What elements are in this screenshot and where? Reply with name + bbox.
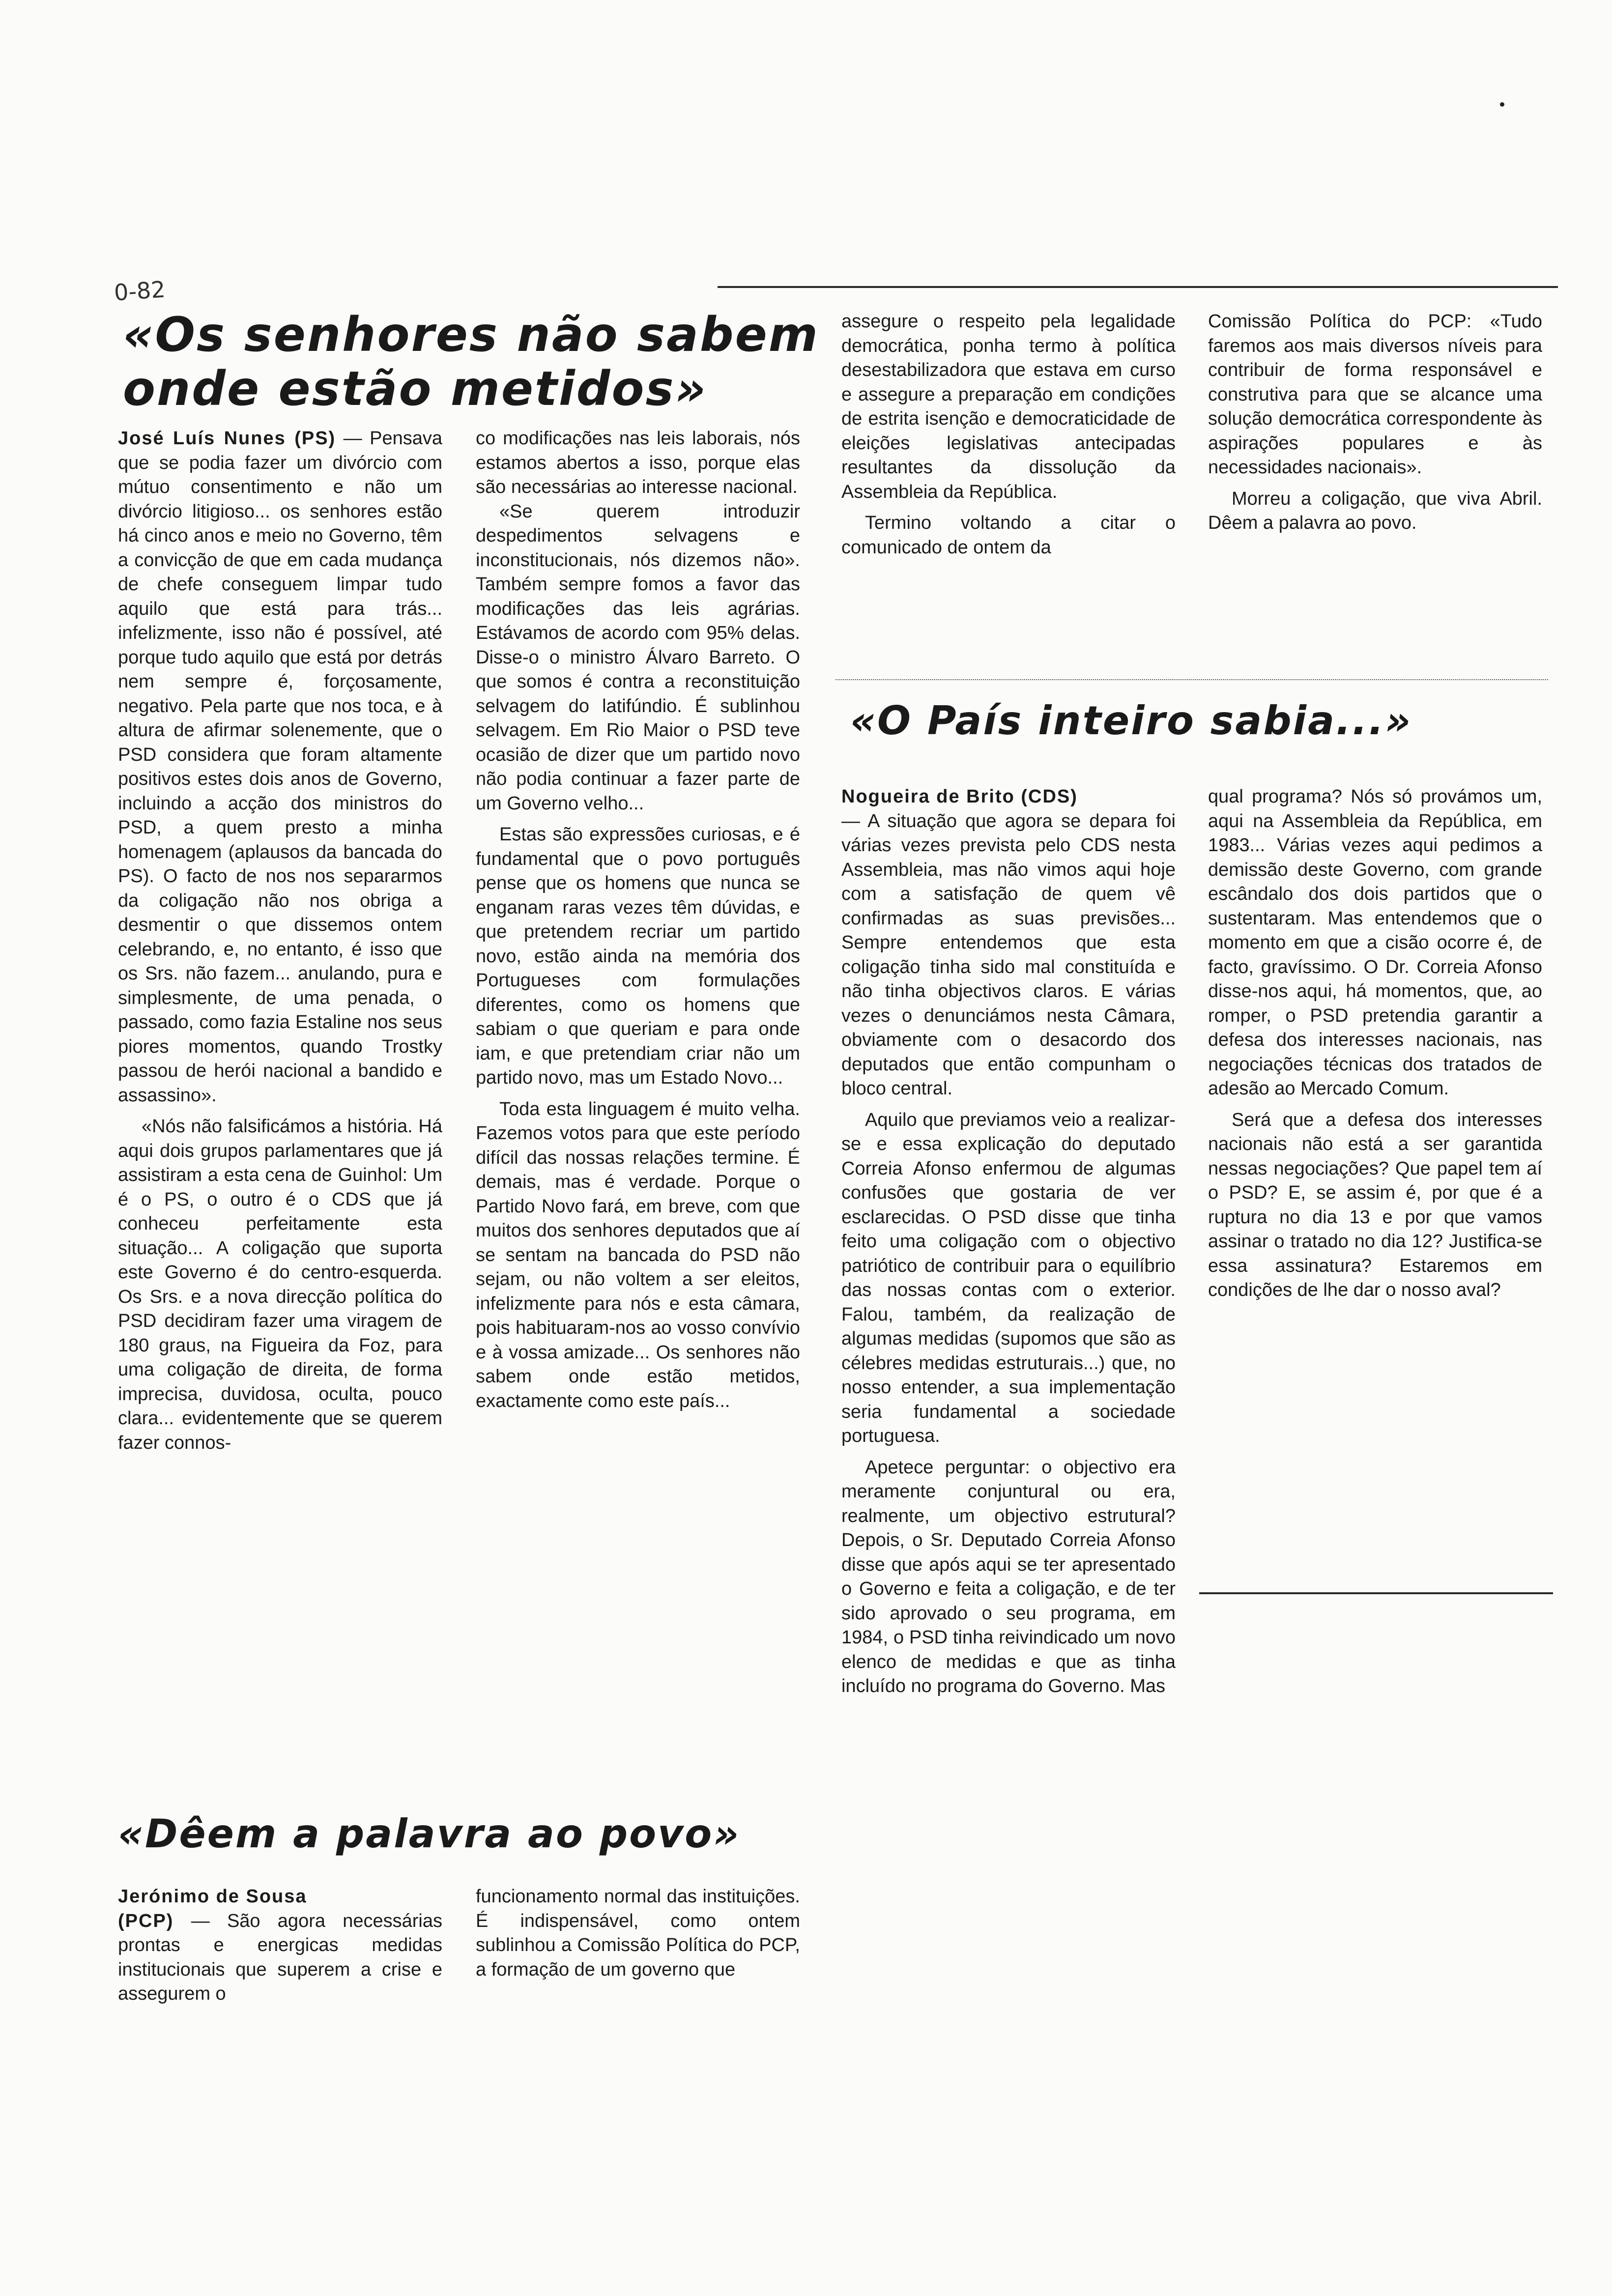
article3-column-2	[476, 1885, 800, 1982]
article2-column-4	[1208, 785, 1542, 1303]
article1-author: José Luís Nunes (PS)	[118, 428, 336, 449]
pcp-col3-paragraph: Termino voltando a citar o comunicado de ontem da	[841, 513, 1176, 558]
article1-headline-line1: «Os senhores não sabem	[123, 307, 819, 362]
pcp-continuation-column-3	[841, 310, 1176, 560]
article3-col1-text: — São agora necessárias prontas e energicas medidas institucionais que superem a crise e assegurem o	[118, 1910, 442, 2004]
article1-column-2	[476, 427, 800, 1413]
article2-col4-paragraph: qual programa? Nós só provámos um, aqui na Assembleia da República, em 1983... Várias vezes aqui pedimos a demissão deste Governo, com grande escândalo dos dois partidos que o sustentaram. Mas entendemos que o momento em que a cisão ocorre é, de facto, gravíssimo. O Dr. Correia Afonso disse-nos aqui, há momentos, que, ao romper, o PSD pretendia garantir a defesa dos interesses nacionais, nas negociações técnicas dos tratados de adesão ao Mercado Comum.	[1208, 786, 1542, 1099]
article3-author: Jerónimo de Sousa	[118, 1886, 307, 1907]
article1-col2-paragraph: Toda esta linguagem é muito velha. Fazemos votos para que este período difícil das nossas relações termine. É demais, mas é verdade. Porque o Partido Novo fará, em breve, com que muitos dos senhores deputados que aí se sentam na bancada do PSD não sejam, ou não voltem a ser eleitos, infelizmente para nós e esta câmara, pois habituaram-nos ao vosso convívio e à vossa amizade... Os senhores não sabem onde estão metidos, exactamente como este país...	[476, 1098, 800, 1411]
article1-headline-line2: onde estão metidos»	[123, 361, 707, 416]
article1-col2-paragraph: co modificações nas leis laborais, nós estamos abertos a isso, porque elas são necessárias ao interesse nacional.	[476, 428, 800, 497]
article3-party: (PCP)	[118, 1910, 174, 1931]
article1-column-1: José Luís Nunes (PS) — Pensava que se podia fazer um divórcio com mútuo consentimento e não um divórcio litigioso... os senhores estão há cinco anos e meio no Governo, têm a convicção de que em cada mudança de chefe conseguem limpar tudo aquilo que está para trás... infelizmente, isso não é possível, até porque tudo aquilo que está por detrás nem sempre é, forçosamente, negativo. Pela parte que nos toca, e à altura de afirmar solenemente, que o PSD considera que foram altamente positivos estes dois anos de Governo, incluindo a acção dos ministros do PSD, a quem presto a minha homenagem (aplausos da bancada do PS). O facto de nos nos separarmos da coligação não nos obriga a desmentir o que dissemos ontem celebrando, e, no entanto, é isso que os Srs. não fazem... anulando, pura e simplesmente, de uma penada, o passado, como fazia Estaline nos seus piores momentos, quando Trostky passou de herói nacional a bandido e assassino». «Nós não falsificámos a história. Há aqui dois grupos parlamentares que já assistiram a esta cena de Guinhol: Um é o PS, o outro é o CDS que já conheceu perfeitamente esta situação... A coligação que suporta este Governo é do centro-esquerda. Os Srs. e a nova direcção política do PSD decidiram fazer uma viragem de 180 graus, na Figueira da Foz, para uma coligação de direita, de forma imprecisa, duvidosa, oculta, pouco clara... evidentemente que se querem fazer connos-	[118, 427, 442, 1455]
article2-col3-paragraph: Aquilo que previamos veio a realizar-se e essa explicação do deputado Correia Afonso enfermou de algumas confusões que gostaria de ver esclarecidas. O PSD disse que tinha feito uma coligação com o objectivo patriótico de contribuir para o equilíbrio das nossas contas com o exterior. Falou, também, da realização de algumas medidas (supomos que são as célebres medidas estruturais...) que, no nosso entender, a sua implementação seria fundamental a sociedade portuguesa.	[841, 1109, 1176, 1446]
section-rule	[835, 679, 1548, 680]
article2-headline: «O País inteiro sabia...»	[850, 698, 1412, 744]
pcp-col4-paragraph: Comissão Política do PCP: «Tudo faremos aos mais diversos níveis para contribuir de forma responsável e construtiva para que se alcance uma solução democrática correspondente às aspirações populares e às necessidades nacionais».	[1208, 311, 1542, 478]
article1-col2-paragraph: Estas são expressões curiosas, e é fundamental que o povo português pense que os homens que nunca se enganam raras vezes têm dúvidas, e que pretendem recriar um partido novo, estão ainda na memória dos Portugueses com formulações diferentes, como os homens que sabiam o que queriam e para onde iam, e que pretendiam criar não um partido novo, mas um Estado Novo...	[476, 824, 800, 1088]
article2-end-rule	[1199, 1592, 1553, 1594]
article1-col2-paragraph: «Se querem introduzir despedimentos selvagens e inconstitucionais, nós dizemos não». Também sempre fomos a favor das modificações das leis agrárias. Estávamos de acordo com 95% delas. Disse-o o ministro Álvaro Barreto. O que somos é contra a reconstituição selvagem do latifúndio. É sublinhou selvagem. Em Rio Maior o PSD teve ocasião de dizer que um partido novo não podia continuar a fazer parte de um Governo velho...	[476, 501, 800, 814]
ink-speck	[1500, 102, 1504, 107]
handwritten-archive-note: 0-82	[113, 276, 167, 306]
pcp-col4-paragraph: Morreu a coligação, que viva Abril. Dêem a palavra ao povo.	[1208, 488, 1542, 533]
article3-col2-text: funcionamento normal das instituições. É indispensável, como ontem sublinhou a Comissão Política do PCP, a formação de um governo que	[476, 1886, 800, 1980]
pcp-continuation-column-4	[1208, 310, 1542, 536]
article2-author: Nogueira de Brito (CDS)	[841, 786, 1078, 807]
article2-col3-paragraph: Apetece perguntar: o objectivo era meramente conjuntural ou era, realmente, um objectivo estrutural? Depois, o Sr. Deputado Correia Afonso disse que após aqui se ter apresentado o Governo e feita a coligação, e de ter sido aprovado o seu programa, em 1984, o PSD tinha reivindicado um novo elenco de medidas e que as tinha incluído no programa do Governo. Mas	[841, 1457, 1176, 1696]
pcp-col3-paragraph: assegure o respeito pela legalidade democrática, ponha termo à política desestabilizadora que estava em curso e assegure a preparação em condições de estrita isenção e democraticidade de eleições legislativas antecipadas resultantes da dissolução da Assembleia da República.	[841, 311, 1176, 502]
top-rule	[718, 286, 1558, 288]
article3-headline: «Dêem a palavra ao povo»	[118, 1811, 741, 1857]
article2-column-3	[841, 785, 1176, 1699]
article1-col1-paragraph: Pensava que se podia fazer um divórcio com mútuo consentimento e não um divórcio litigioso... os senhores estão há cinco anos e meio no Governo, têm a convicção de que em cada mudança de chefe conseguem limpar tudo aquilo que está para trás... infelizmente, isso não é possível, até porque tudo aquilo que está por detrás nem sempre é, forçosamente, negativo. Pela parte que nos toca, e à altura de afirmar solenemente, que o PSD considera que foram altamente positivos estes dois anos de Governo, incluindo a acção dos ministros do PSD, a quem presto a minha homenagem (aplausos da bancada do PS). O facto de nos nos separarmos da coligação não nos obriga a desmentir o que dissemos ontem celebrando, e, no entanto, é isso que os Srs. não fazem... anulando, pura e simplesmente, de uma penada, o passado, como fazia Estaline nos seus piores momentos, quando Trostky passou de herói nacional a bandido e assassino».	[118, 428, 442, 1106]
article3-column-1	[118, 1885, 442, 2007]
article1-col1-paragraph: «Nós não falsificámos a história. Há aqui dois grupos parlamentares que já assistiram a esta cena de Guinhol: Um é o PS, o outro é o CDS que já conheceu perfeitamente esta situação... A coligação que suporta este Governo é do centro-esquerda. Os Srs. e a nova direcção política do PSD decidiram fazer uma viragem de 180 graus, na Figueira da Foz, para uma coligação de direita, de forma imprecisa, duvidosa, oculta, pouco clara... evidentemente que se querem fazer connos-	[118, 1116, 442, 1453]
article2-col4-paragraph: Será que a defesa dos interesses nacionais não está a ser garantida nessas negociações? Que papel tem aí o PSD? E, se assim é, por que é a ruptura no dia 13 e por que vamos assinar o tratado no dia 12? Justifica-se essa assinatura? Estaremos em condições de lhe dar o nosso aval?	[1208, 1109, 1542, 1300]
article2-col3-paragraph: — A situação que agora se depara foi várias vezes prevista pelo CDS nesta Assembleia, mas não vimos aqui hoje com a satisfação de quem vê confirmadas as suas previsões... Sempre entendemos que esta coligação tinha sido mal constituída e não tinha objectivos claros. E várias vezes o denunciámos nesta Câmara, obviamente com o desacordo dos deputados que então compunham o bloco central.	[841, 810, 1176, 1099]
